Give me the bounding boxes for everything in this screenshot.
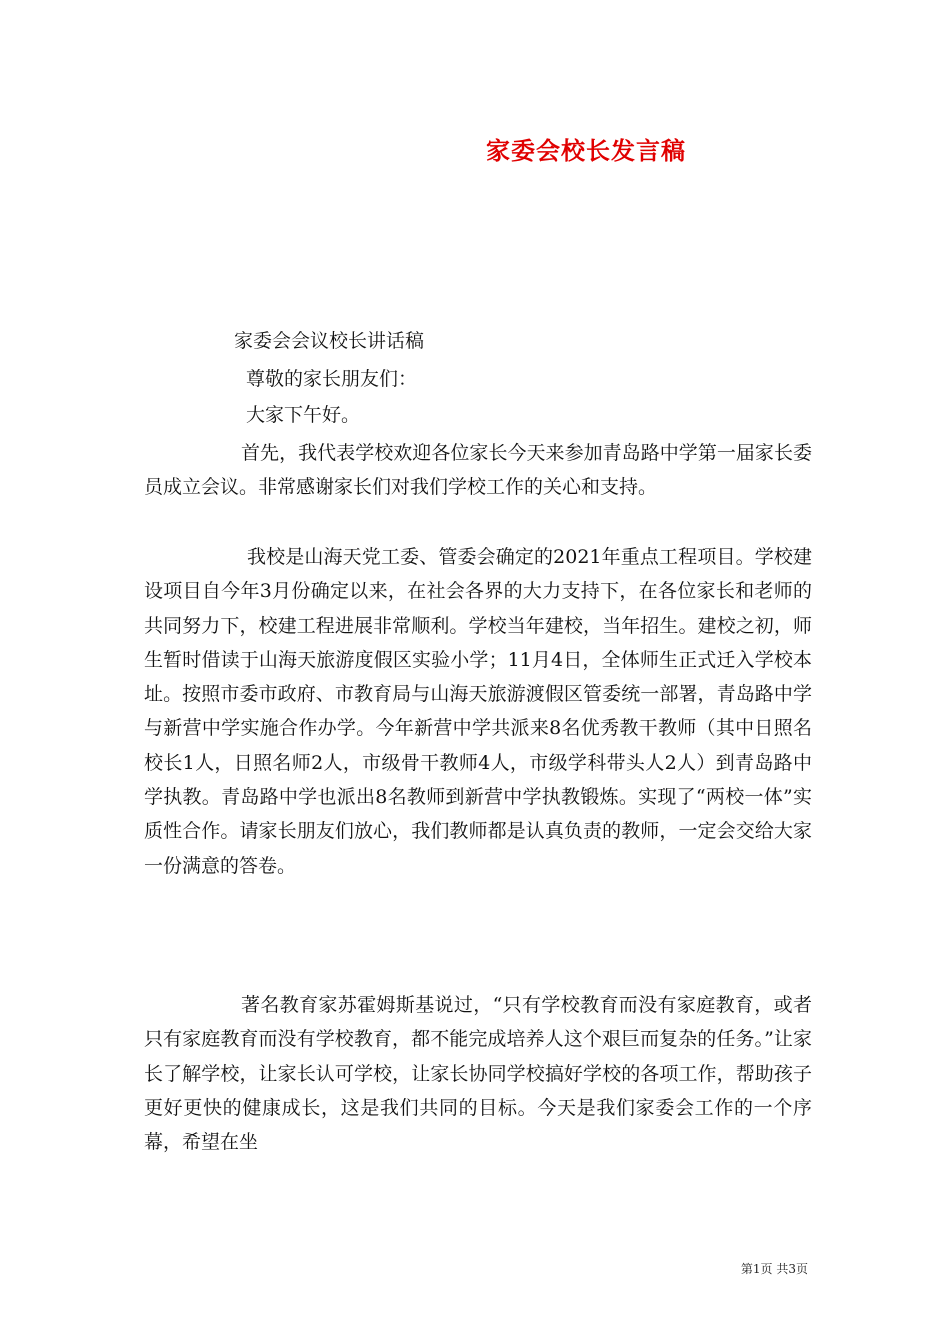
salutation: 尊敬的家长朋友们： [246, 368, 418, 390]
body-paragraph-3: 著名教育家苏霍姆斯基说过，“只有学校教育而没有家庭教育，或者只有家庭教育而没有学校教育，都不能完成培养人这个艰巨而复杂的任务。”让家长了解学校，让家长认可学校，让家长协同学校搞好学校的各项工作，帮助孩子更好更快的健康成长，这是我们共同的目标。今天是我们家委会工作的一个序幕，希望在坐 [144, 994, 812, 1154]
document-title: 家委会校长发言稿 [486, 136, 686, 165]
page-number-footer: 第1页 共3页 [740, 1262, 808, 1276]
greeting: 大家下午好。 [246, 404, 361, 426]
speech-subtitle: 家委会会议校长讲话稿 [234, 330, 425, 352]
body-paragraph-2: 我校是山海天党工委、管委会确定的2021年重点工程项目。学校建设项目自今年3月份确定以来，在社会各界的大力支持下，在各位家长和老师的共同努力下，校建工程进展非常顺利。学校当年建校，当年招生。建校之初，师生暂时借读于山海天旅游度假区实验小学；11月4日，全体师生正式迁入学校本址。按照市委市政府、市教育局与山海天旅游渡假区管委统一部署，青岛路中学与新营中学实施合作办学。今年新营中学共派来8名优秀教干教师（其中日照名校长1人，日照名师2人，市级骨干教师4人，市级学科带头人2人）到青岛路中学执教。青岛路中学也派出8名教师到新营中学执教锻炼。实现了“两校一体”实质性合作。请家长朋友们放心，我们教师都是认真负责的教师，一定会交给大家一份满意的答卷。 [144, 546, 812, 877]
body-paragraph-1: 首先，我代表学校欢迎各位家长今天来参加青岛路中学第一届家长委员成立会议。非常感谢家长们对我们学校工作的关心和支持。 [144, 442, 812, 499]
